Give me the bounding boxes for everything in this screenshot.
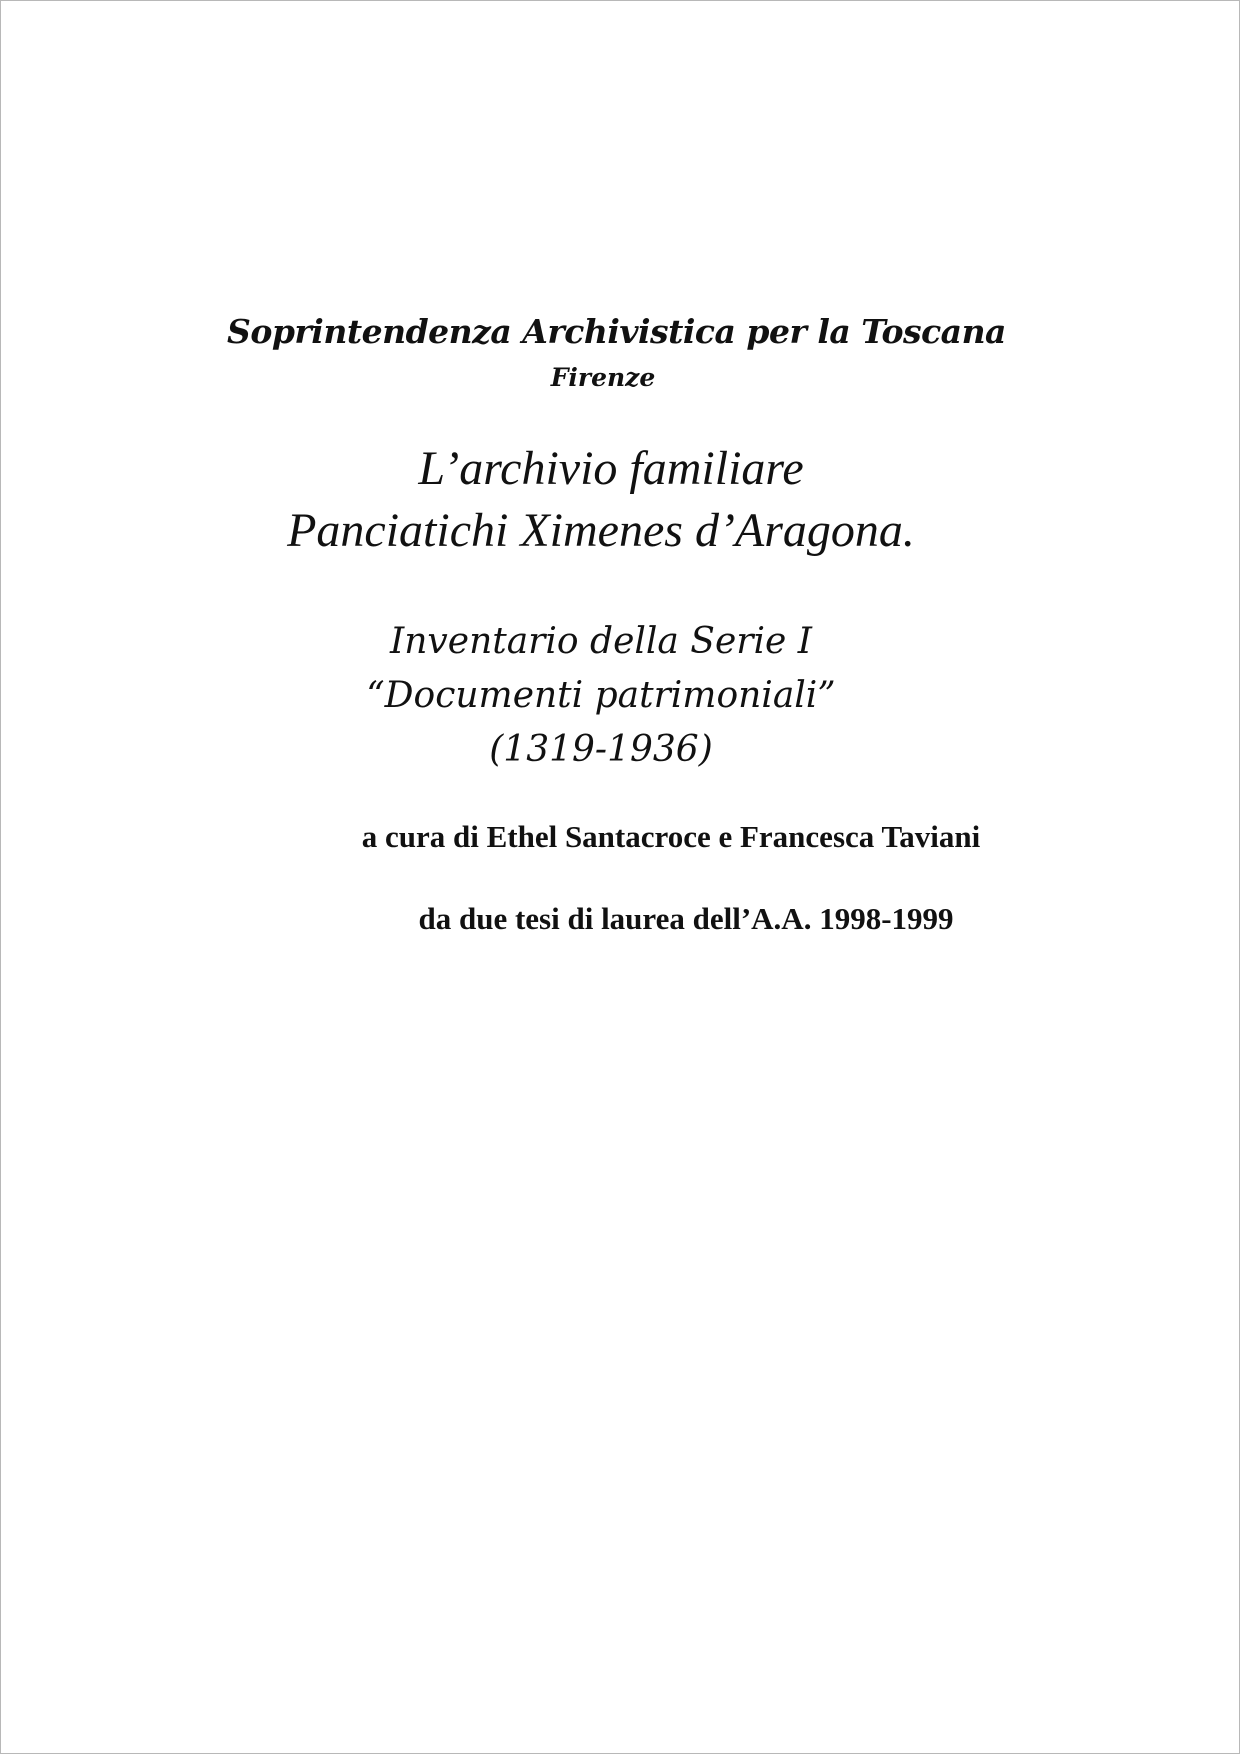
- document-title-line-2: Panciatichi Ximenes d’Aragona.: [287, 504, 915, 557]
- institution-name: Soprintendenza Archivistica per la Toscana: [227, 312, 1006, 351]
- document-title-line-1: L’archivio familiare: [418, 442, 804, 495]
- subtitle-series: Inventario della Serie I: [390, 621, 812, 662]
- institution-city: Firenze: [550, 363, 656, 392]
- subtitle-series-name: “Documenti patrimoniali”: [366, 675, 836, 716]
- date-range: (1319-1936): [489, 729, 713, 770]
- editors-credit: a cura di Ethel Santacroce e Francesca Taviani: [361, 819, 981, 854]
- source-note: da due tesi di laurea dell’A.A. 1998-1999: [418, 901, 954, 936]
